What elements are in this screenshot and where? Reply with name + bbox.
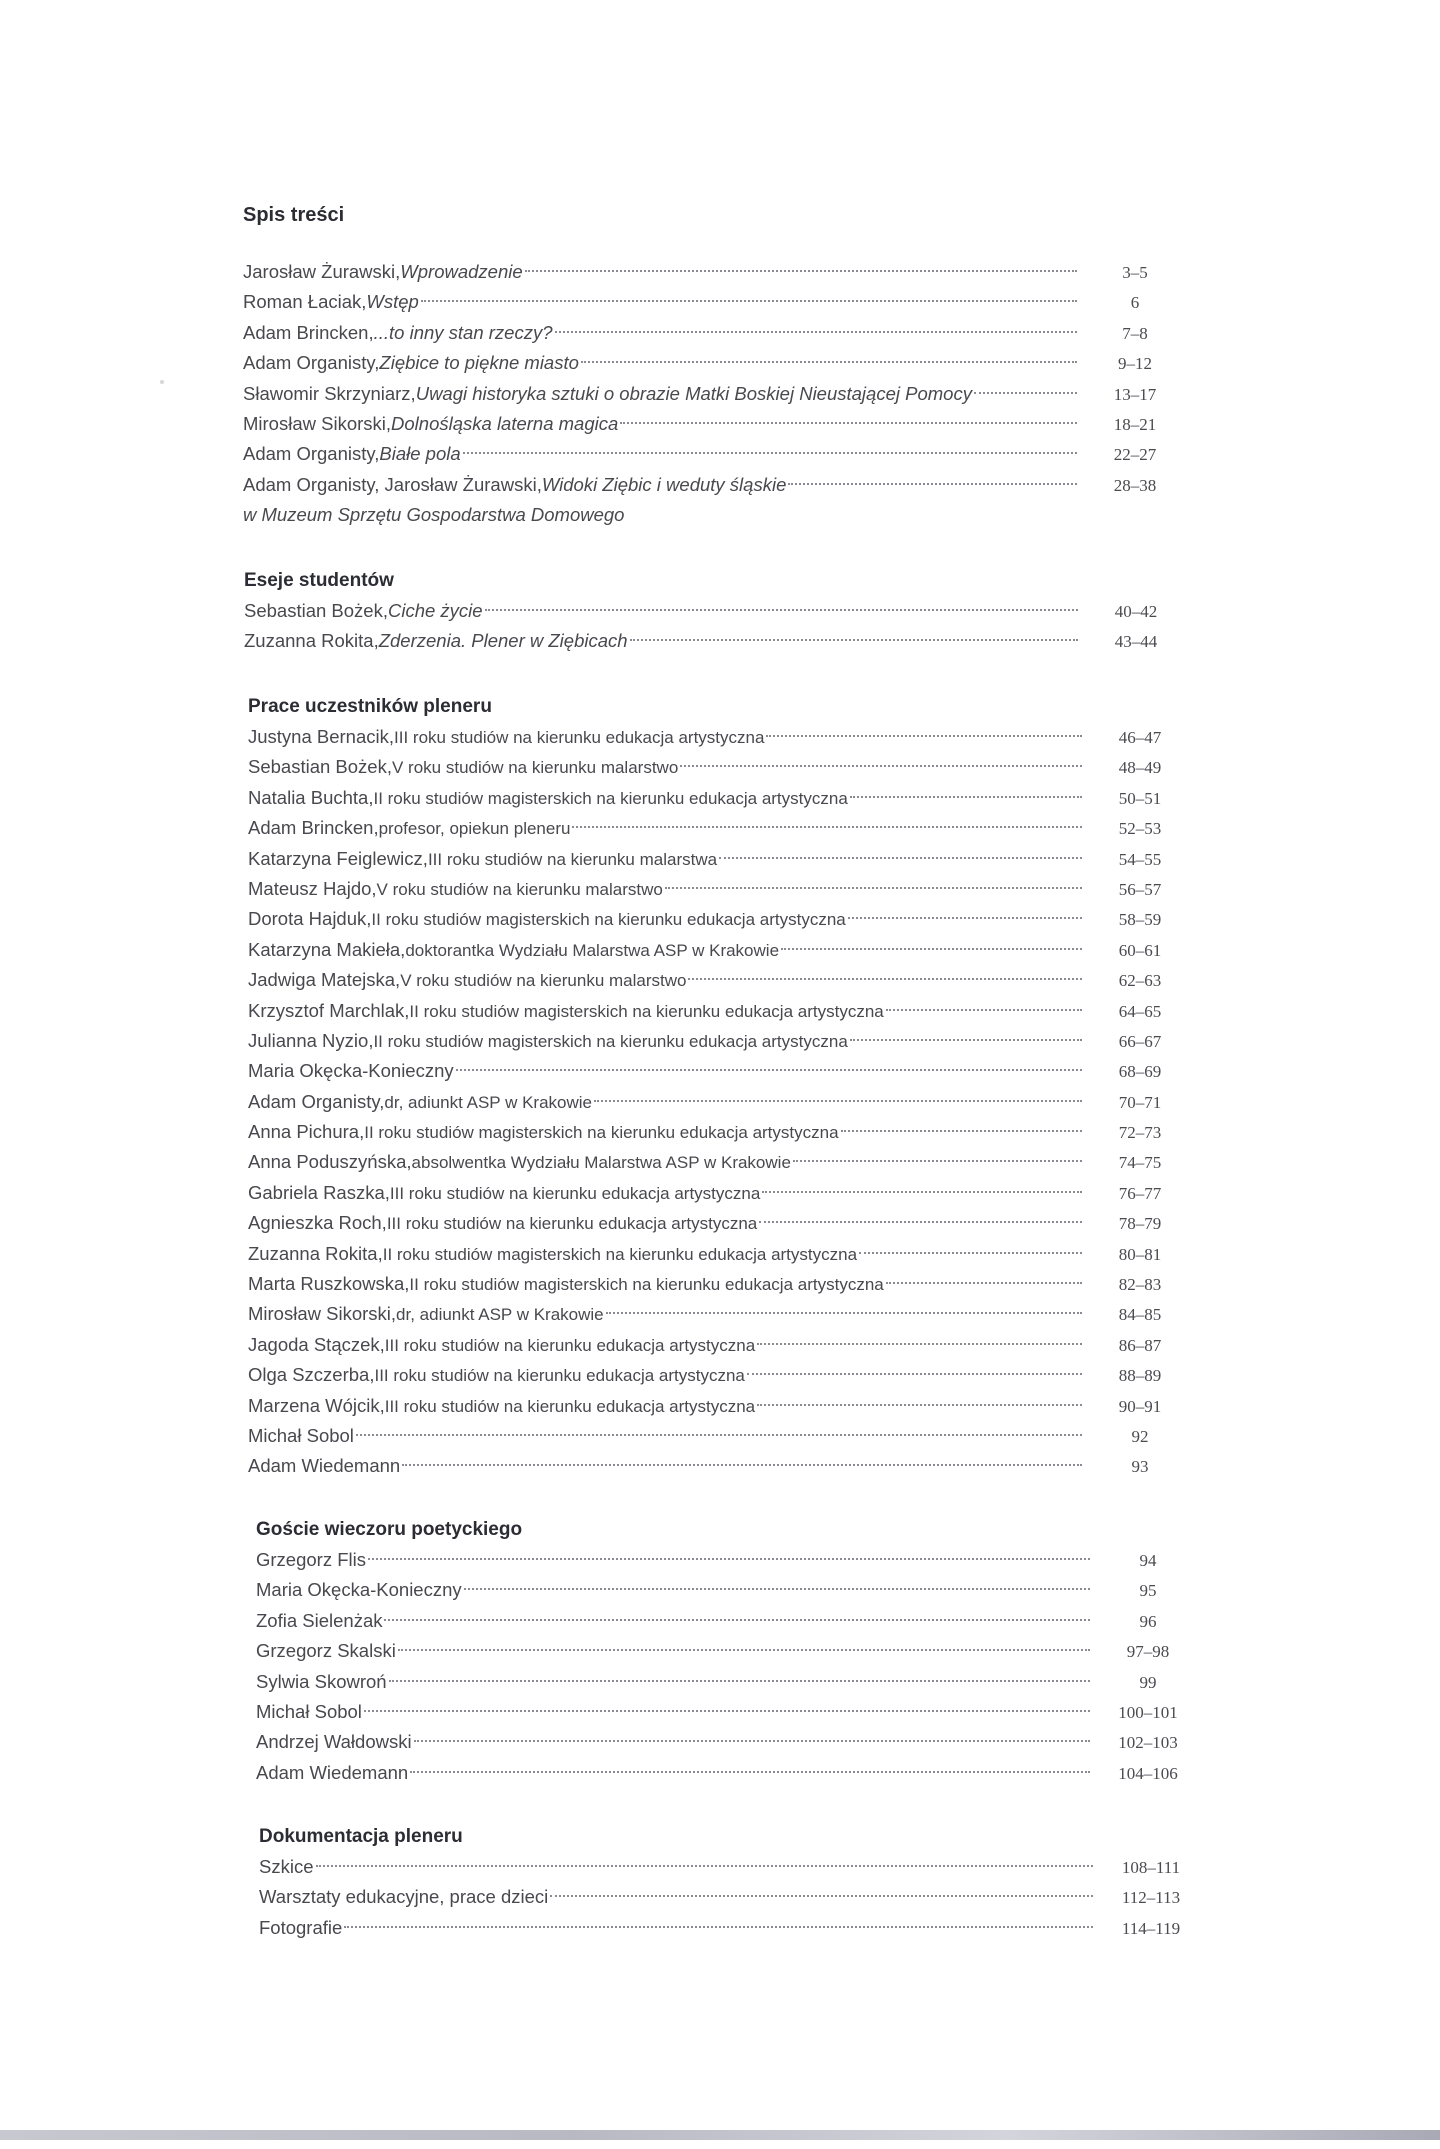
toc-entry (248, 1330, 1188, 1360)
toc-entry (248, 935, 1188, 965)
entry-author: Anna Pichura, (248, 1121, 365, 1143)
entry-author: Katarzyna Feiglewicz, (248, 847, 428, 869)
toc-entry (248, 1299, 1188, 1329)
entry-author: Adam Organisty, Jarosław Żurawski, (243, 473, 542, 495)
dot-leader (421, 300, 1077, 302)
entry-pages: 78–79 (1118, 1214, 1162, 1234)
dot-leader (620, 422, 1077, 424)
toc-entry (243, 439, 1183, 469)
entry-pages: 97–98 (1126, 1642, 1170, 1662)
entry-description: dr, adiunkt ASP w Krakowie (396, 1305, 604, 1325)
dot-leader (757, 1404, 1082, 1406)
dot-leader (485, 609, 1078, 611)
dot-leader (747, 1373, 1082, 1375)
entry-author: Andrzej Wałdowski (256, 1731, 412, 1753)
dot-leader (757, 1343, 1082, 1345)
entry-pages: 108–111 (1121, 1858, 1181, 1877)
entry-author: Warsztaty edukacyjne, prace dzieci (259, 1886, 549, 1908)
dot-leader (344, 1926, 1093, 1928)
entry-description: II roku studiów magisterskich na kierunku edukacja artystyczna (364, 1123, 839, 1143)
dot-leader (665, 887, 1082, 889)
entry-description: III roku studiów na kierunku malarstwa (427, 849, 718, 869)
entry-pages: 90–91 (1118, 1396, 1162, 1416)
section-participants (248, 692, 1188, 1482)
entry-author: Julianna Nyzio, (248, 1029, 374, 1051)
dot-leader (410, 1771, 1090, 1773)
dot-leader (368, 1558, 1090, 1560)
entry-author: Natalia Buchta, (248, 786, 374, 808)
entry-author: Mirosław Sikorski, (248, 1303, 397, 1325)
entry-author: Marta Ruszkowska, (248, 1273, 410, 1295)
dot-leader (356, 1434, 1082, 1436)
entry-pages: 112–113 (1121, 1888, 1181, 1908)
entry-pages: 13–17 (1113, 384, 1157, 404)
toc-entry (248, 965, 1188, 995)
entry-author: Adam Wiedemann (248, 1455, 401, 1477)
dot-leader (389, 1680, 1090, 1682)
entry-description: II roku studiów magisterskich na kierunku edukacja artystyczna (371, 910, 846, 930)
toc-entry (248, 1147, 1188, 1177)
entry-author: Sebastian Bożek, (244, 600, 388, 621)
entry-pages: 6 (1130, 293, 1140, 313)
dot-leader (781, 948, 1082, 950)
dot-leader (398, 1649, 1090, 1651)
entry-pages: 54–55 (1118, 849, 1162, 869)
entry-author: Michał Sobol (248, 1424, 354, 1446)
entry-pages: 56–57 (1118, 879, 1162, 899)
dot-leader (414, 1740, 1090, 1742)
entry-author: Zuzanna Rokita, (244, 630, 379, 652)
entry-pages: 93 (1131, 1457, 1149, 1477)
toc-entry (248, 813, 1188, 843)
entry-pages: 28–38 (1113, 475, 1157, 495)
entry-pages: 52–53 (1118, 819, 1162, 839)
section-guests (256, 1515, 1196, 1788)
entry-pages: 62–63 (1118, 971, 1162, 991)
toc-entry (243, 287, 1183, 317)
entry-pages: 50–51 (1118, 788, 1162, 808)
entry-description: III roku studiów na kierunku edukacja artystyczna (374, 1366, 745, 1386)
dot-leader (886, 1282, 1082, 1284)
entry-pages: 99 (1139, 1672, 1157, 1692)
dot-leader (464, 1588, 1090, 1590)
dot-leader (759, 1221, 1082, 1223)
toc-entry (256, 1667, 1196, 1697)
toc-entry (248, 1026, 1188, 1056)
entry-pages: 76–77 (1118, 1183, 1162, 1203)
entry-author: Jagoda Stączek, (248, 1333, 385, 1355)
entry-author: Marzena Wójcik, (248, 1394, 385, 1416)
entry-pages: 80–81 (1118, 1244, 1162, 1264)
toc-entry (248, 1239, 1188, 1269)
entry-pages: 104–106 (1118, 1763, 1178, 1783)
entry-author: Jadwiga Matejska, (248, 969, 401, 991)
entry-description: profesor, opiekun pleneru (378, 819, 571, 839)
toc-entry (244, 626, 1184, 656)
dot-leader (402, 1464, 1082, 1466)
scan-speck (160, 380, 164, 384)
entry-pages: 58–59 (1118, 910, 1162, 930)
toc-entry (248, 1178, 1188, 1208)
dot-leader (688, 978, 1082, 980)
entry-pages: 84–85 (1118, 1305, 1162, 1325)
entry-pages: 22–27 (1113, 445, 1157, 465)
toc-entry (243, 379, 1183, 409)
entry-author: Adam Organisty, (248, 1090, 385, 1112)
entry-pages: 86–87 (1118, 1335, 1162, 1355)
entry-title: Ciche życie (387, 600, 483, 621)
entry-pages: 102–103 (1118, 1733, 1178, 1753)
dot-leader (850, 796, 1082, 798)
entry-description: V roku studiów na kierunku malarstwo (376, 879, 663, 899)
toc-entry (256, 1727, 1196, 1757)
toc-entry (248, 1391, 1188, 1421)
dot-leader (841, 1130, 1082, 1132)
entry-title: Widoki Ziębic i weduty śląskie (541, 473, 787, 495)
toc-entry (259, 1852, 1199, 1882)
entry-description: III roku studiów na kierunku edukacja artystyczna (384, 1396, 756, 1416)
dot-leader (364, 1710, 1090, 1712)
dot-leader (719, 857, 1082, 859)
scan-edge-band (0, 2130, 1440, 2140)
entry-description: dr, adiunkt ASP w Krakowie (384, 1092, 592, 1112)
toc-entry (243, 348, 1183, 378)
entry-author: Anna Poduszyńska, (248, 1151, 412, 1173)
entry-pages: 40–42 (1114, 602, 1158, 621)
toc-entry (259, 1913, 1199, 1943)
entry-author: Sylwia Skowroń (256, 1670, 387, 1692)
entry-title: Zderzenia. Plener w Ziębicach (378, 630, 628, 652)
entry-author: Olga Szczerba, (248, 1364, 375, 1386)
toc-entry (248, 1056, 1188, 1086)
entry-pages: 43–44 (1114, 632, 1158, 652)
toc-entry (243, 470, 1183, 500)
entry-description: II roku studiów magisterskich na kierunku edukacja artystyczna (409, 1001, 884, 1021)
entry-title: Białe pola (379, 443, 461, 465)
entry-description: III roku studiów na kierunku edukacja artystyczna (386, 1214, 758, 1234)
entry-author: Justyna Bernacik, (248, 726, 395, 747)
entry-author: Mateusz Hajdo, (248, 877, 377, 899)
entry-pages: 96 (1139, 1611, 1157, 1631)
section-heading: Prace uczestników pleneru (248, 696, 492, 717)
entry-pages: 82–83 (1118, 1275, 1162, 1295)
entry-author: Dorota Hajduk, (248, 908, 372, 930)
toc-entry (256, 1606, 1196, 1636)
entry-author: Roman Łaciak, (243, 291, 367, 313)
entry-description: V roku studiów na kierunku malarstwo (391, 758, 679, 778)
dot-leader (456, 1069, 1082, 1071)
entry-author: Zuzanna Rokita, (248, 1242, 383, 1264)
dot-leader (850, 1039, 1082, 1041)
toc-entry (248, 1208, 1188, 1238)
toc-entry (243, 409, 1183, 439)
dot-leader (886, 1009, 1082, 1011)
entry-pages: 92 (1131, 1426, 1149, 1446)
dot-leader (606, 1312, 1082, 1314)
entry-author: Katarzyna Makieła, (248, 938, 406, 960)
toc-entry (256, 1545, 1196, 1575)
entry-title: Wprowadzenie (400, 261, 523, 282)
entry-pages: 7–8 (1122, 323, 1148, 343)
entry-pages: 95 (1139, 1581, 1157, 1601)
toc-entry (256, 1636, 1196, 1666)
entry-pages: 3–5 (1122, 263, 1148, 282)
dot-leader (680, 765, 1082, 767)
toc-entry (256, 1697, 1196, 1727)
entry-pages: 48–49 (1118, 758, 1162, 778)
entry-pages: 100–101 (1118, 1702, 1178, 1722)
dot-leader (550, 1895, 1093, 1897)
section-heading: Dokumentacja pleneru (259, 1826, 463, 1847)
toc-entry (248, 996, 1188, 1026)
entry-author: Agnieszka Roch, (248, 1212, 387, 1234)
toc-entry (259, 1882, 1199, 1912)
entry-author: Grzegorz Skalski (256, 1640, 396, 1662)
entry-title-continuation: w Muzeum Sprzętu Gospodarstwa Domowego (243, 504, 625, 526)
toc-entry (248, 904, 1188, 934)
entry-author: Grzegorz Flis (256, 1549, 366, 1570)
dot-leader (762, 1191, 1082, 1193)
entry-pages: 70–71 (1118, 1092, 1162, 1112)
entry-author: Fotografie (259, 1916, 343, 1938)
entry-title: Wstęp (366, 291, 419, 313)
entry-author: Adam Wiedemann (256, 1761, 409, 1783)
entry-pages: 114–119 (1121, 1918, 1181, 1938)
toc-entry (248, 844, 1188, 874)
entry-pages: 74–75 (1118, 1153, 1162, 1173)
entry-author: Mirosław Sikorski, (243, 412, 392, 434)
dot-leader (555, 331, 1077, 333)
toc-entry (248, 752, 1188, 782)
entry-description: absolwentka Wydziału Malarstwa ASP w Krakowie (411, 1153, 791, 1173)
entry-description: II roku studiów magisterskich na kierunku edukacja artystyczna (373, 1031, 848, 1051)
entry-pages: 88–89 (1118, 1366, 1162, 1386)
dot-leader (788, 483, 1077, 485)
toc-entry (248, 1451, 1188, 1481)
entry-author: Adam Organisty, (243, 443, 380, 465)
entry-author: Adam Organisty, (243, 352, 380, 374)
entry-description: II roku studiów magisterskich na kierunku edukacja artystyczna (382, 1244, 858, 1264)
entry-author: Krzysztof Marchlak, (248, 999, 410, 1021)
toc-entry (244, 596, 1184, 626)
toc-entry (243, 318, 1183, 348)
entry-pages: 9–12 (1118, 354, 1152, 374)
toc-entry (248, 783, 1188, 813)
entry-title: Dolnośląska laterna magica (391, 412, 619, 434)
entry-author: Michał Sobol (256, 1700, 362, 1722)
section-heading: Goście wieczoru poetyckiego (256, 1519, 523, 1540)
toc-entry (248, 874, 1188, 904)
dot-leader (572, 826, 1082, 828)
section-heading: Eseje studentów (244, 570, 394, 591)
dot-leader (859, 1252, 1082, 1254)
entry-author: Maria Okęcka-Konieczny (256, 1579, 462, 1601)
toc-entry (243, 257, 1183, 287)
entry-author: Gabriela Raszka, (248, 1181, 390, 1203)
entry-pages: 18–21 (1113, 414, 1157, 434)
entry-author: Zofia Sielenżak (256, 1609, 383, 1631)
entry-author: Sebastian Bożek, (248, 756, 392, 778)
toc-entry (248, 1360, 1188, 1390)
dot-leader (316, 1865, 1094, 1867)
entry-author: Sławomir Skrzyniarz, (243, 382, 416, 404)
toc-entry (248, 1117, 1188, 1147)
entry-title: Ziębice to piękne miasto (379, 352, 579, 374)
dot-leader (525, 270, 1077, 272)
entry-description: II roku studiów magisterskich na kierunku edukacja artystyczna (409, 1275, 884, 1295)
entry-description: II roku studiów magisterskich na kierunku edukacja artystyczna (373, 788, 848, 808)
section-essays (244, 566, 1184, 657)
dot-leader (630, 639, 1078, 641)
dot-leader (766, 735, 1082, 737)
entry-description: III roku studiów na kierunku edukacja artystyczna (384, 1335, 756, 1355)
dot-leader (848, 917, 1082, 919)
entry-pages: 68–69 (1118, 1062, 1162, 1082)
entry-description: V roku studiów na kierunku malarstwo (400, 971, 687, 991)
dot-leader (974, 392, 1077, 394)
entry-description: III roku studiów na kierunku edukacja artystyczna (394, 728, 765, 747)
entry-description: III roku studiów na kierunku edukacja artystyczna (389, 1183, 761, 1203)
dot-leader (594, 1100, 1082, 1102)
toc-entry (248, 1087, 1188, 1117)
dot-leader (463, 452, 1077, 454)
entry-title: ...to inny stan rzeczy? (373, 321, 553, 343)
entry-author: Jarosław Żurawski, (243, 261, 401, 282)
entry-description: doktorantka Wydziału Malarstwa ASP w Krakowie (405, 940, 780, 960)
entry-pages: 94 (1139, 1551, 1157, 1570)
entry-pages: 46–47 (1118, 728, 1162, 747)
dot-leader (793, 1160, 1082, 1162)
dot-leader (384, 1619, 1090, 1621)
toc-entry (248, 1269, 1188, 1299)
entry-pages: 64–65 (1118, 1001, 1162, 1021)
entry-author: Szkice (259, 1856, 314, 1877)
entry-pages: 66–67 (1118, 1031, 1162, 1051)
entry-author: Adam Brincken, (243, 321, 374, 343)
toc-entry (248, 722, 1188, 752)
toc-entry (256, 1758, 1196, 1788)
toc-entry (256, 1575, 1196, 1605)
section-documentation (259, 1822, 1199, 1943)
entry-author: Maria Okęcka-Konieczny (248, 1060, 454, 1082)
entry-pages: 60–61 (1118, 940, 1162, 960)
entry-pages: 72–73 (1118, 1123, 1162, 1143)
toc-title: Spis treści (243, 204, 345, 226)
section-intro (243, 257, 1183, 531)
dot-leader (581, 361, 1077, 363)
entry-author: Adam Brincken, (248, 817, 379, 839)
entry-title: Uwagi historyka sztuki o obrazie Matki Boskiej Nieustającej Pomocy (415, 382, 972, 404)
toc-entry (248, 1421, 1188, 1451)
